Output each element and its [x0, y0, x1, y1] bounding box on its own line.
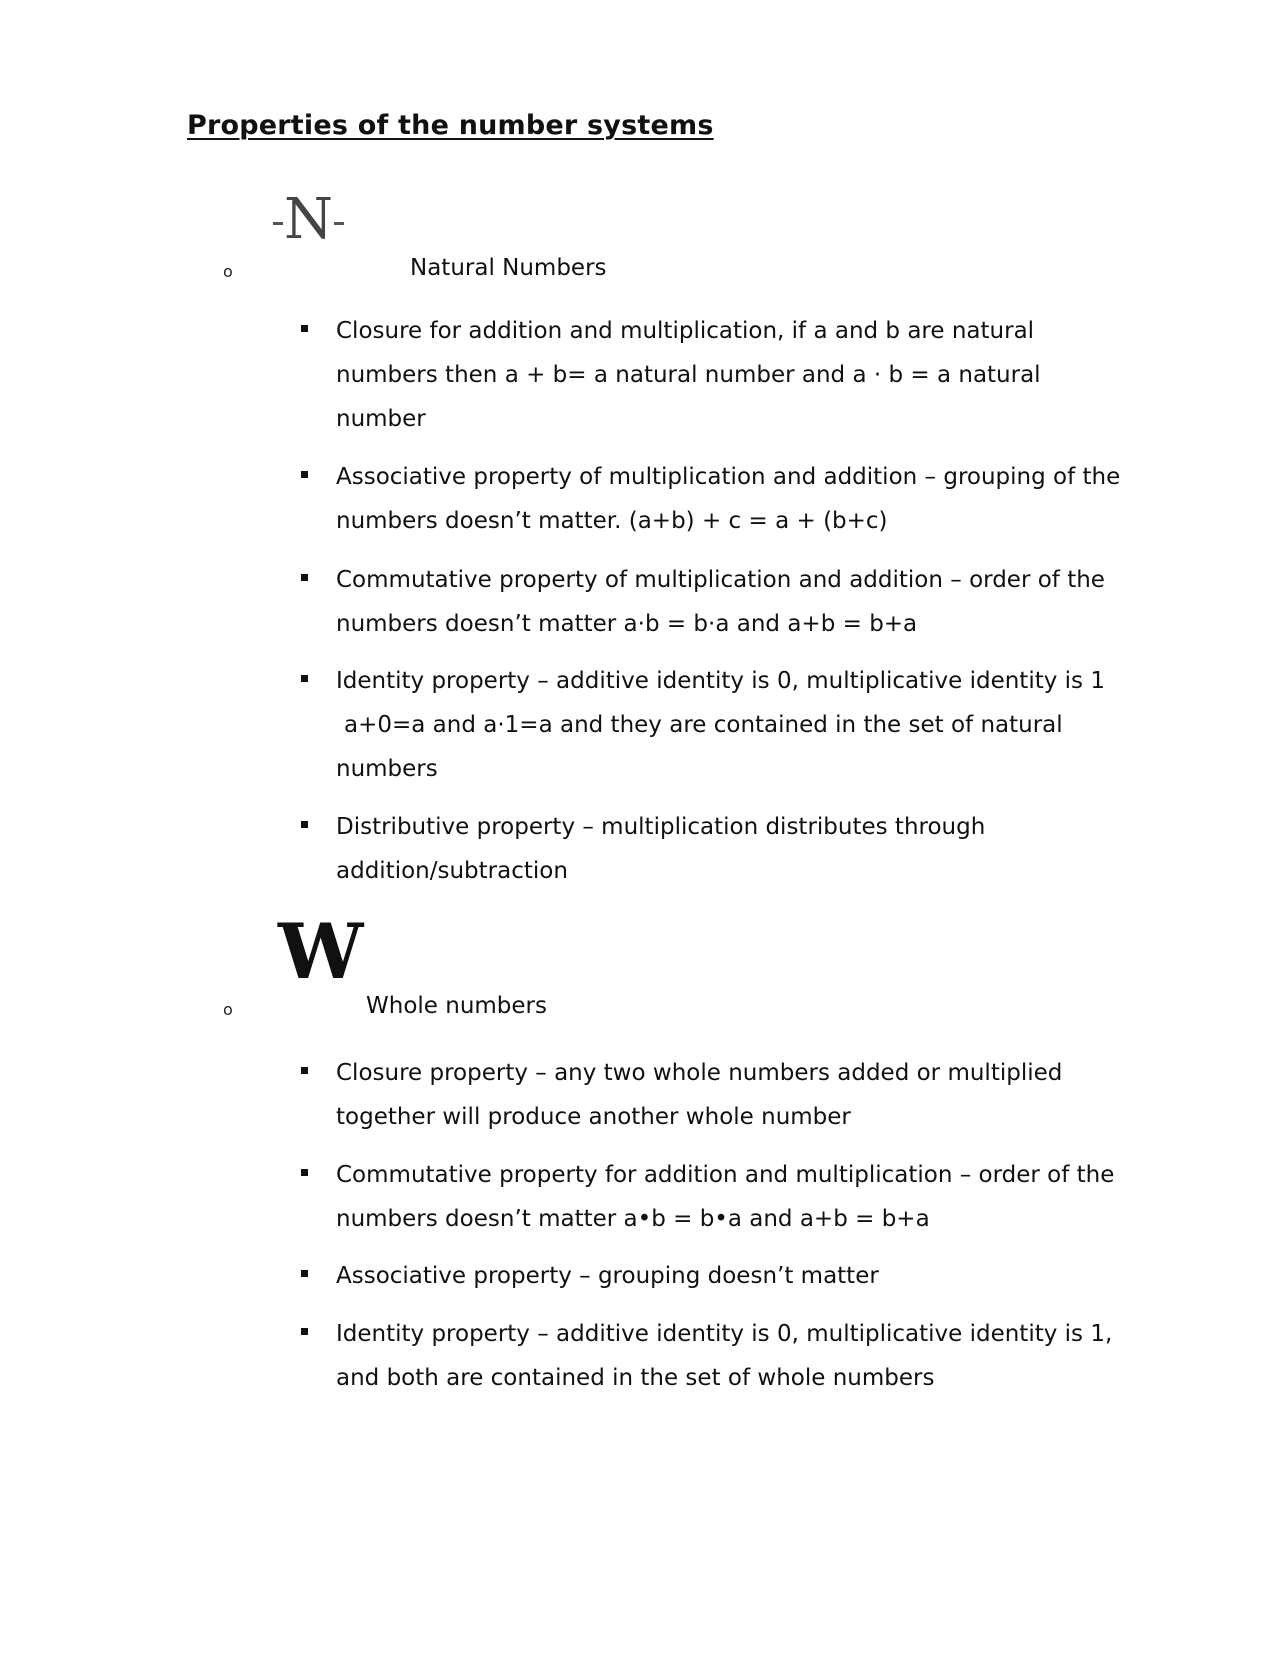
list-item-line: numbers doesn’t matter. (a+b) + c = a + (b+c) — [336, 508, 888, 534]
whole-numbers-drop-cap: W — [278, 907, 362, 996]
list-item-line: Commutative property for addition and multiplication – order of the — [336, 1162, 1115, 1188]
list-item-line: together will produce another whole number — [336, 1104, 851, 1130]
decorative-dash — [334, 222, 344, 225]
natural-numbers-drop-cap — [272, 187, 345, 252]
decorative-dash — [273, 222, 283, 225]
list-item — [336, 1051, 1166, 1139]
square-bullet-icon — [301, 325, 308, 332]
list-item-line: Commutative property of multiplication and addition – order of the — [336, 567, 1105, 593]
list-item — [336, 309, 1166, 441]
square-bullet-icon — [301, 1169, 308, 1176]
square-bullet-icon — [301, 675, 308, 682]
section-heading-whole-numbers: Whole numbers — [366, 993, 547, 1019]
square-bullet-icon — [301, 1328, 308, 1335]
list-item-line: numbers doesn’t matter a·b = b·a and a+b = b+a — [336, 611, 918, 637]
list-item-line: Associative property of multiplication and addition – grouping of the — [336, 464, 1121, 490]
circle-bullet-icon: o — [223, 262, 233, 281]
list-item-line: Identity property – additive identity is 0, multiplicative identity is 1, — [336, 1321, 1113, 1347]
list-item — [336, 558, 1166, 646]
list-item-line: and both are contained in the set of whole numbers — [336, 1365, 935, 1391]
list-item — [336, 455, 1166, 543]
list-item — [336, 659, 1166, 791]
square-bullet-icon — [301, 1067, 308, 1074]
list-item-line: Closure for addition and multiplication, if a and b are natural — [336, 318, 1035, 344]
list-item-line: Closure property – any two whole numbers added or multiplied — [336, 1060, 1063, 1086]
list-item-line: addition/subtraction — [336, 858, 568, 884]
list-item-line: number — [336, 406, 426, 432]
square-bullet-icon — [301, 574, 308, 581]
list-item — [336, 1312, 1166, 1400]
page-title: Properties of the number systems — [187, 110, 714, 141]
square-bullet-icon — [301, 821, 308, 828]
list-item-line: Identity property – additive identity is 0, multiplicative identity is 1 — [336, 668, 1105, 694]
list-item-line: numbers — [336, 756, 438, 782]
square-bullet-icon — [301, 471, 308, 478]
section-heading-natural-numbers: Natural Numbers — [410, 255, 607, 281]
list-item — [336, 805, 1166, 893]
list-item-line: Associative property – grouping doesn’t matter — [336, 1263, 879, 1289]
circle-bullet-icon: o — [223, 1000, 233, 1019]
list-item — [336, 1254, 1166, 1298]
list-item-line: a+0=a and a·1=a and they are contained in the set of natural — [344, 712, 1063, 738]
square-bullet-icon — [301, 1270, 308, 1277]
list-item-line: Distributive property – multiplication distributes through — [336, 814, 986, 840]
list-item-line: numbers doesn’t matter a•b = b•a and a+b = b+a — [336, 1206, 930, 1232]
drop-cap-letter: N — [284, 187, 333, 252]
list-item — [336, 1153, 1166, 1241]
list-item-line: numbers then a + b= a natural number and a · b = a natural — [336, 362, 1041, 388]
